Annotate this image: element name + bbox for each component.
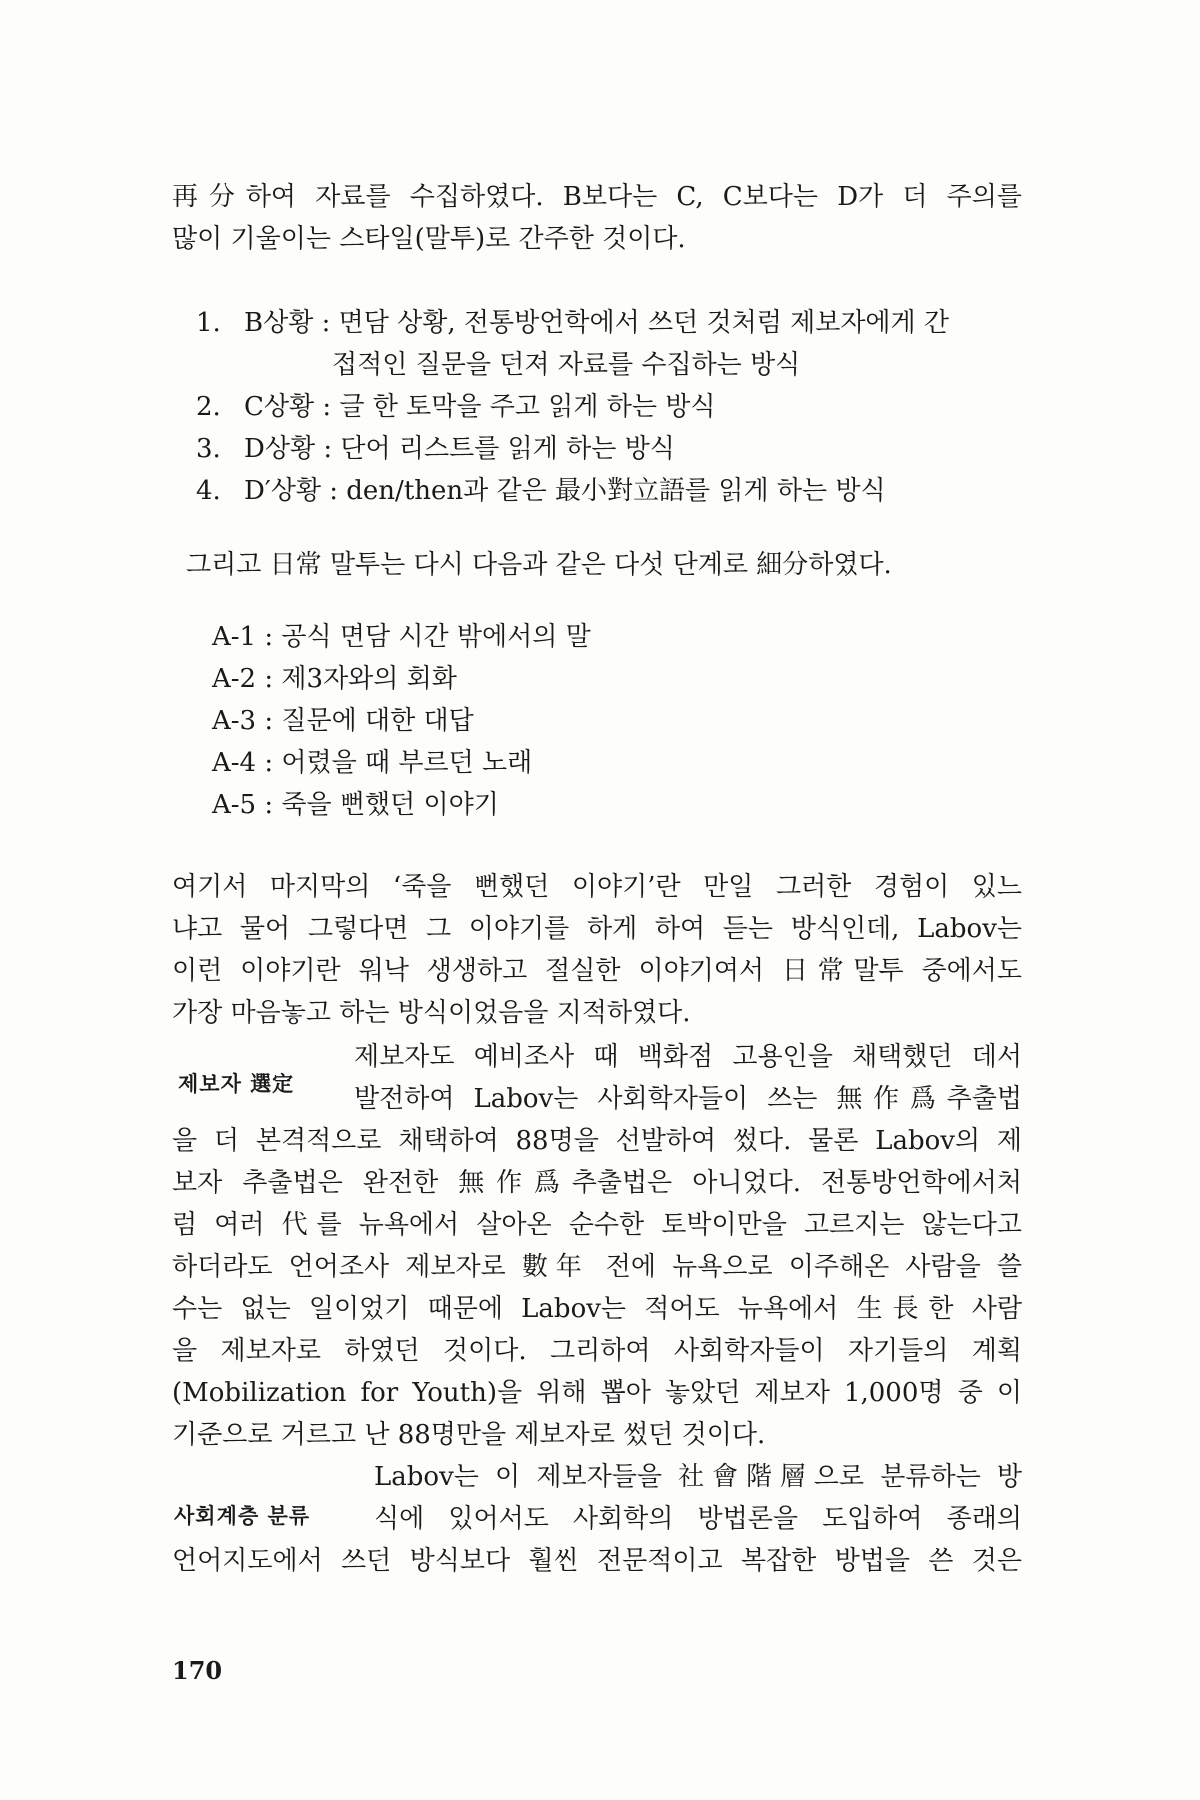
text-line: 많이 기울이는 스타일(말투)로 간주한 것이다. [172,224,686,254]
list-item [196,386,1022,428]
text-line: 발전하여 Labov는 사회학자들이 쓰는 無作爲추출법 [354,1084,1022,1114]
text-line: 을 더 본격적으로 채택하여 88명을 선발하여 썼다. 물론 Labov의 제 [172,1126,1022,1156]
text-line: 기준으로 거르고 난 88명만을 제보자로 썼던 것이다. [172,1420,766,1450]
list-item [196,470,1022,512]
text-line: 하더라도 언어조사 제보자로 數年 전에 뉴욕으로 이주해온 사람을 쓸 [172,1252,1022,1282]
intro-paragraph [172,176,1022,260]
list-label: A-5 : [212,790,274,820]
list-text: 질문에 대한 대답 [281,706,474,736]
list-item [212,742,1022,784]
list-text: 공식 면담 시간 밖에서의 말 [281,622,591,652]
style-list [212,616,1022,826]
list-text: 단어 리스트를 읽게 하는 방식 [340,434,675,464]
list-label: B상황 : [244,308,331,338]
list-text: 글 한 토막을 주고 읽게 하는 방식 [339,392,716,422]
informant-paragraph-head [354,1036,1022,1120]
list-text: 면담 상황, 전통방언학에서 쓰던 것처럼 제보자에게 간 [338,308,950,338]
text-line: 제보자도 예비조사 때 백화점 고용인을 채택했던 데서 [354,1042,1022,1072]
section-heading-social-class: 사회계층 분류 [174,1504,311,1528]
text-line: 냐고 물어 그렇다면 그 이야기를 하게 하여 듣는 방식인데, Labov는 [172,914,1022,944]
text-line: 식에 있어서도 사회학의 방법론을 도입하여 종래의 [374,1504,1022,1534]
text-line: 가장 마음놓고 하는 방식이었음을 지적하였다. [172,998,691,1028]
list-item [212,700,1022,742]
list-number: 1. [196,308,221,338]
list-text: 제3자와의 회화 [281,664,457,694]
list-number: 3. [196,434,221,464]
text-line: 언어지도에서 쓰던 방식보다 훨씬 전문적이고 복잡한 방법을 쓴 것은 [172,1546,1022,1576]
section-heading-informant: 제보자 選定 [178,1072,295,1096]
list-number: 2. [196,392,221,422]
informant-paragraph-body [172,1120,1022,1456]
danger-story-paragraph [172,866,1022,1034]
list-text: 죽을 뻔했던 이야기 [281,790,499,820]
text-line: 수는 없는 일이었기 때문에 Labov는 적어도 뉴욕에서 生長한 사람 [172,1294,1022,1324]
list-number: 4. [196,476,221,506]
subdivide-paragraph [186,544,1022,586]
list-item [196,428,1022,470]
text-line: Labov는 이 제보자들을 社會階層으로 분류하는 방 [374,1462,1022,1492]
text-line: 을 제보자로 하였던 것이다. 그리하여 사회학자들이 자기들의 계획 [172,1336,1022,1366]
situation-list [196,302,1022,512]
list-label: D상황 : [244,434,333,464]
list-text: 어렸을 때 부르던 노래 [281,748,533,778]
text-line: 그리고 日常 말투는 다시 다음과 같은 다섯 단계로 細分하였다. [186,550,892,580]
text-line: 보자 추출법은 완전한 無作爲추출법은 아니었다. 전통방언학에서처 [172,1168,1022,1198]
text-line: 이런 이야기란 워낙 생생하고 절실한 이야기여서 日常말투 중에서도 [172,956,1022,986]
list-item [212,784,1022,826]
list-item [212,616,1022,658]
list-label: A-1 : [212,622,274,652]
list-label: A-3 : [212,706,274,736]
list-text-continued: 접적인 질문을 던져 자료를 수집하는 방식 [332,350,801,380]
list-label: D′상황 : [244,476,339,506]
social-class-paragraph-body [172,1540,1022,1582]
page-number: 170 [172,1656,223,1685]
list-text: den/then과 같은 最小對立語를 읽게 하는 방식 [346,476,886,506]
text-line: (Mobilization for Youth)을 위해 뽑아 놓았던 제보자 1,000명 중 이 [172,1378,1022,1408]
text-line: 여기서 마지막의 ‘죽을 뻔했던 이야기’란 만일 그러한 경험이 있느 [172,872,1022,902]
text-line: 럼 여러 代를 뉴욕에서 살아온 순수한 토박이만을 고르지는 않는다고 [172,1210,1022,1240]
social-class-paragraph-head [374,1456,1022,1540]
list-item [212,658,1022,700]
list-label: C상황 : [244,392,332,422]
text-line: 再分하여 자료를 수집하였다. B보다는 C, C보다는 D가 더 주의를 [172,182,1022,212]
list-label: A-4 : [212,748,274,778]
list-label: A-2 : [212,664,274,694]
list-item [196,302,1022,386]
